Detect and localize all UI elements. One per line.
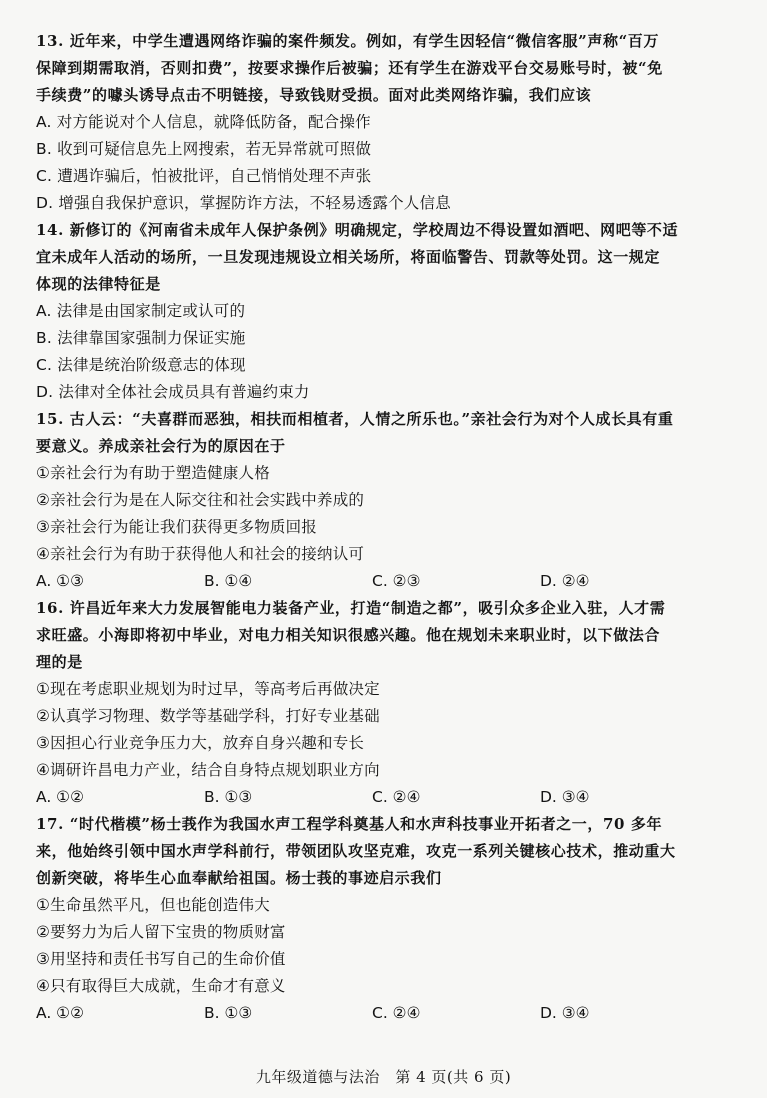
choice-d: D. ②④ bbox=[540, 572, 590, 590]
statement-3: ③用坚持和责任书写自己的生命价值 bbox=[36, 950, 286, 968]
statement-4: ④亲社会行为有助于获得他人和社会的接纳认可 bbox=[36, 545, 365, 563]
choice-b: B. ①③ bbox=[204, 788, 253, 806]
option-c: C. 遭遇诈骗后，怕被批评，自己悄悄处理不声张 bbox=[36, 167, 372, 185]
choice-b: B. ①③ bbox=[204, 1004, 253, 1022]
choice-a: A. ①③ bbox=[36, 572, 84, 590]
question-stem-line: 求旺盛。小海即将初中毕业，对电力相关知识很感兴趣。他在规划未来职业时，以下做法合 bbox=[36, 626, 661, 644]
page-footer: 九年级道德与法治 第 4 页(共 6 页) bbox=[255, 1068, 512, 1086]
question-stem-line: 要意义。养成亲社会行为的原因在于 bbox=[36, 437, 286, 455]
option-d: D. 法律对全体社会成员具有普遍约束力 bbox=[36, 383, 310, 401]
question-stem-line: 手续费”的噱头诱导点击不明链接，导致钱财受损。面对此类网络诈骗，我们应该 bbox=[36, 86, 592, 104]
statement-2: ②亲社会行为是在人际交往和社会实践中养成的 bbox=[36, 491, 365, 509]
option-b: B. 收到可疑信息先上网搜索，若无异常就可照做 bbox=[36, 140, 372, 158]
question-stem-line: 来，他始终引领中国水声学科前行，带领团队攻坚克难，攻克一系列关键核心技术，推动重大 bbox=[36, 842, 676, 860]
question-stem-line: 17. “时代楷模”杨士莪作为我国水声工程学科奠基人和水声科技事业开拓者之一，70 多年 bbox=[36, 815, 663, 833]
question-stem-line: 16. 许昌近年来大力发展智能电力装备产业，打造“制造之都”，吸引众多企业入驻，人才需 bbox=[36, 599, 666, 617]
choice-d: D. ③④ bbox=[540, 788, 590, 806]
statement-3: ③因担心行业竞争压力大，放弃自身兴趣和专长 bbox=[36, 734, 365, 752]
question-stem-line: 理的是 bbox=[36, 653, 83, 671]
choice-c: C. ②③ bbox=[372, 572, 421, 590]
question-13 bbox=[36, 30, 738, 219]
statement-1: ①生命虽然平凡，但也能创造伟大 bbox=[36, 896, 270, 914]
option-a: A. 对方能说对个人信息，就降低防备，配合操作 bbox=[36, 113, 371, 131]
statement-3: ③亲社会行为能让我们获得更多物质回报 bbox=[36, 518, 317, 536]
question-stem-line: 保障到期需取消，否则扣费”，按要求操作后被骗；还有学生在游戏平台交易账号时，被“免 bbox=[36, 59, 663, 77]
question-stem-line: 14. 新修订的《河南省未成年人保护条例》明确规定，学校周边不得设置如酒吧、网吧等不适 bbox=[36, 221, 679, 239]
question-14 bbox=[36, 219, 738, 408]
choice-b: B. ①④ bbox=[204, 572, 253, 590]
statement-2: ②认真学习物理、数学等基础学科，打好专业基础 bbox=[36, 707, 380, 725]
choice-d: D. ③④ bbox=[540, 1004, 590, 1022]
choice-a: A. ①② bbox=[36, 788, 84, 806]
statement-1: ①亲社会行为有助于塑造健康人格 bbox=[36, 464, 270, 482]
question-17 bbox=[36, 813, 738, 1029]
question-stem-line: 宜未成年人活动的场所，一旦发现违规设立相关场所，将面临警告、罚款等处罚。这一规定 bbox=[36, 248, 661, 266]
statement-2: ②要努力为后人留下宝贵的物质财富 bbox=[36, 923, 286, 941]
questions-column bbox=[36, 30, 738, 1029]
statement-4: ④调研许昌电力产业，结合自身特点规划职业方向 bbox=[36, 761, 380, 779]
option-d: D. 增强自我保护意识，掌握防诈方法，不轻易透露个人信息 bbox=[36, 194, 451, 212]
statement-1: ①现在考虑职业规划为时过早，等高考后再做决定 bbox=[36, 680, 380, 698]
question-stem-line: 创新突破，将毕生心血奉献给祖国。杨士莪的事迹启示我们 bbox=[36, 869, 442, 887]
question-15 bbox=[36, 408, 738, 597]
choice-c: C. ②④ bbox=[372, 1004, 421, 1022]
question-stem-line: 体现的法律特征是 bbox=[36, 275, 161, 293]
option-b: B. 法律靠国家强制力保证实施 bbox=[36, 329, 246, 347]
answer-choices bbox=[36, 1002, 738, 1029]
choice-a: A. ①② bbox=[36, 1004, 84, 1022]
answer-choices bbox=[36, 570, 738, 597]
question-stem-line: 15. 古人云：“夫喜群而恶独，相扶而相植者，人情之所乐也。”亲社会行为对个人成长具有重 bbox=[36, 410, 674, 428]
option-c: C. 法律是统治阶级意志的体现 bbox=[36, 356, 246, 374]
option-a: A. 法律是由国家制定或认可的 bbox=[36, 302, 246, 320]
choice-c: C. ②④ bbox=[372, 788, 421, 806]
question-stem-line: 13. 近年来，中学生遭遇网络诈骗的案件频发。例如，有学生因轻信“微信客服”声称“百万 bbox=[36, 32, 660, 50]
question-16 bbox=[36, 597, 738, 813]
answer-choices bbox=[36, 786, 738, 813]
statement-4: ④只有取得巨大成就，生命才有意义 bbox=[36, 977, 286, 995]
